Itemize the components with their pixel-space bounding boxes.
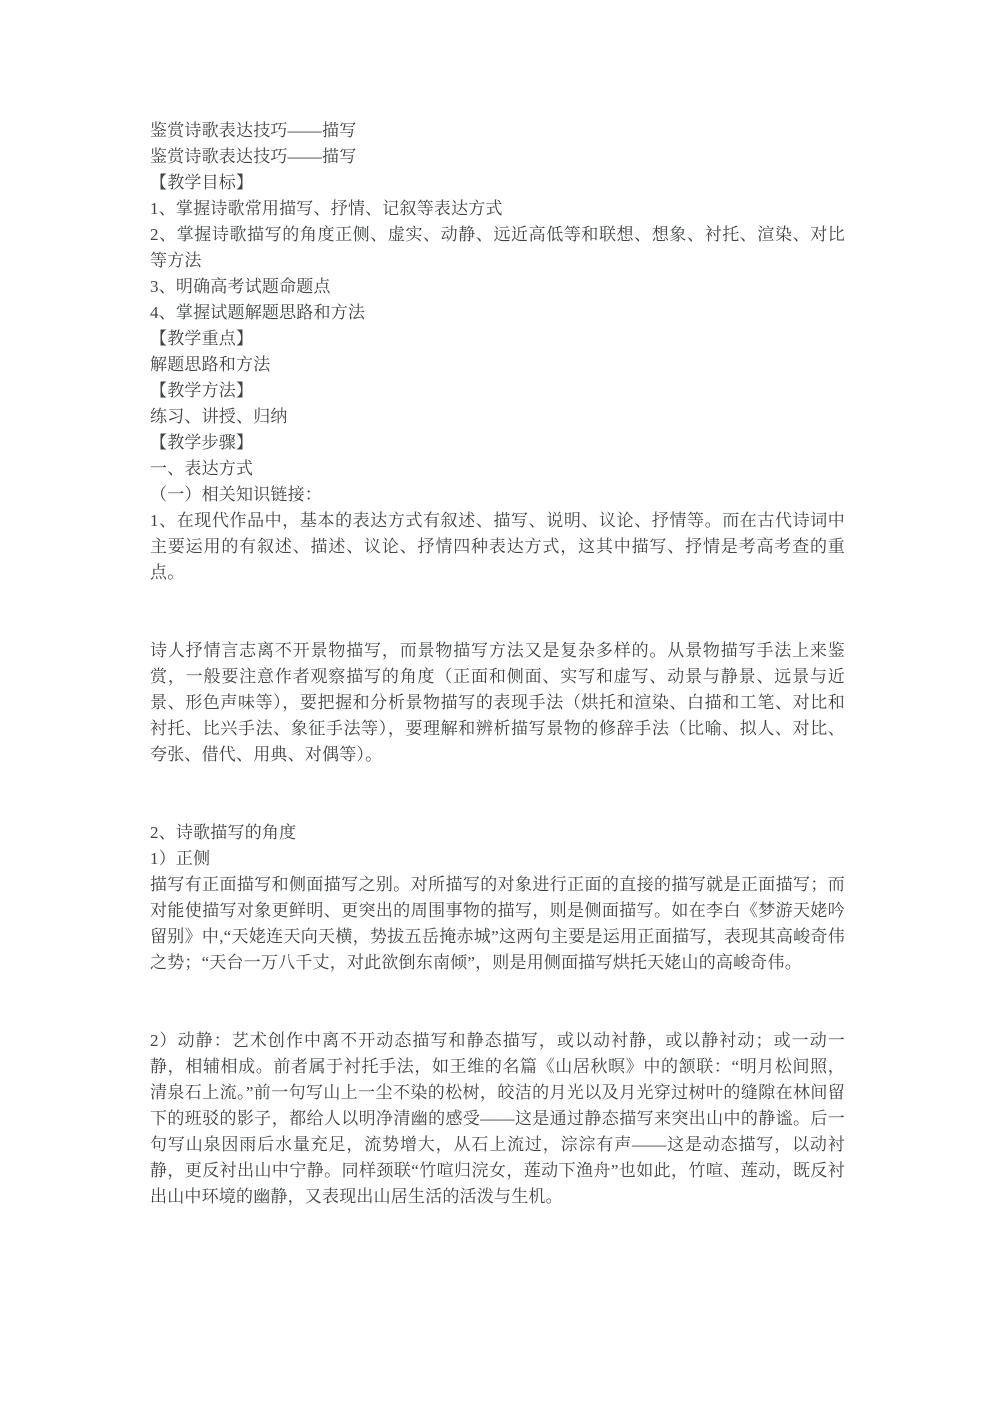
paragraph: 【教学方法】 <box>150 381 254 400</box>
paragraph: 2、诗歌描写的角度 <box>150 823 297 842</box>
paragraph: 1、掌握诗歌常用描写、抒情、记叙等表达方式 <box>150 199 503 218</box>
paragraph: 解题思路和方法 <box>150 355 271 374</box>
blank-line <box>150 1002 845 1028</box>
paragraph: 【教学重点】 <box>150 329 254 348</box>
blank-line <box>150 976 845 1002</box>
blank-line <box>150 794 845 820</box>
blank-line <box>150 612 845 638</box>
paragraph: 【教学步骤】 <box>150 433 254 452</box>
paragraph: 4、掌握试题解题思路和方法 <box>150 303 366 322</box>
paragraph: 鉴赏诗歌表达技巧——描写 <box>150 147 357 166</box>
paragraph: 诗人抒情言志离不开景物描写，而景物描写方法又是复杂多样的。从景物描写手法上来鉴赏，一般要注意作者观察描写的角度（正面和侧面、实写和虚写、动景与静景、远景与近景、形色声味等），要把握和分析景物描写的表现手法（烘托和渲染、白描和工笔、对比和衬托、比兴手法、象征手法等），要理解和辨析描写景物的修辞手法（比喻、拟人、对比、夸张、借代、用典、对偶等）。 <box>150 641 845 764</box>
paragraph: 描写有正面描写和侧面描写之别。对所描写的对象进行正面的直接的描写就是正面描写；而对能使描写对象更鲜明、更突出的周围事物的描写，则是侧面描写。如在李白《梦游天姥吟留别》中,“天姥连天向天横，势拔五岳掩赤城”这两句主要是运用正面描写，表现其高峻奇伟之势；“天台一万八千丈，对此欲倒东南倾”，则是用侧面描写烘托天姥山的高峻奇伟。 <box>150 875 845 972</box>
blank-line <box>150 586 845 612</box>
blank-line <box>150 768 845 794</box>
paragraph: 1）正侧 <box>150 849 211 868</box>
paragraph: 【教学目标】 <box>150 173 254 192</box>
paragraph: 1、在现代作品中，基本的表达方式有叙述、描写、说明、议论、抒情等。而在古代诗词中主要运用的有叙述、描述、议论、抒情四种表达方式，这其中描写、抒情是考高考查的重点。 <box>150 511 845 582</box>
paragraph: 3、明确高考试题命题点 <box>150 277 331 296</box>
paragraph: 一、表达方式 <box>150 459 254 478</box>
paragraph: 鉴赏诗歌表达技巧——描写 <box>150 121 357 140</box>
paragraph: 2）动静：艺术创作中离不开动态描写和静态描写，或以动衬静，或以静衬动；或一动一静，相辅相成。前者属于衬托手法，如王维的名篇《山居秋暝》中的颔联：“明月松间照，清泉石上流。”前一句写山上一尘不染的松树，皎洁的月光以及月光穿过树叶的缝隙在林间留下的班驳的影子，都给人以明净清幽的感受——这是通过静态描写来突出山中的静谧。后一句写山泉因雨后水量充足，流势增大，从石上流过，淙淙有声——这是动态描写，以动衬静，更反衬出山中宁静。同样颈联“竹喧归浣女，莲动下渔舟”也如此，竹喧、莲动，既反衬出山中环境的幽静，又表现出山居生活的活泼与生机。 <box>150 1031 845 1206</box>
paragraph: 练习、讲授、归纳 <box>150 407 288 426</box>
paragraph: 2、掌握诗歌描写的角度正侧、虚实、动静、远近高低等和联想、想象、衬托、渲染、对比等方法 <box>150 225 845 270</box>
paragraph: （一）相关知识链接： <box>150 485 322 504</box>
